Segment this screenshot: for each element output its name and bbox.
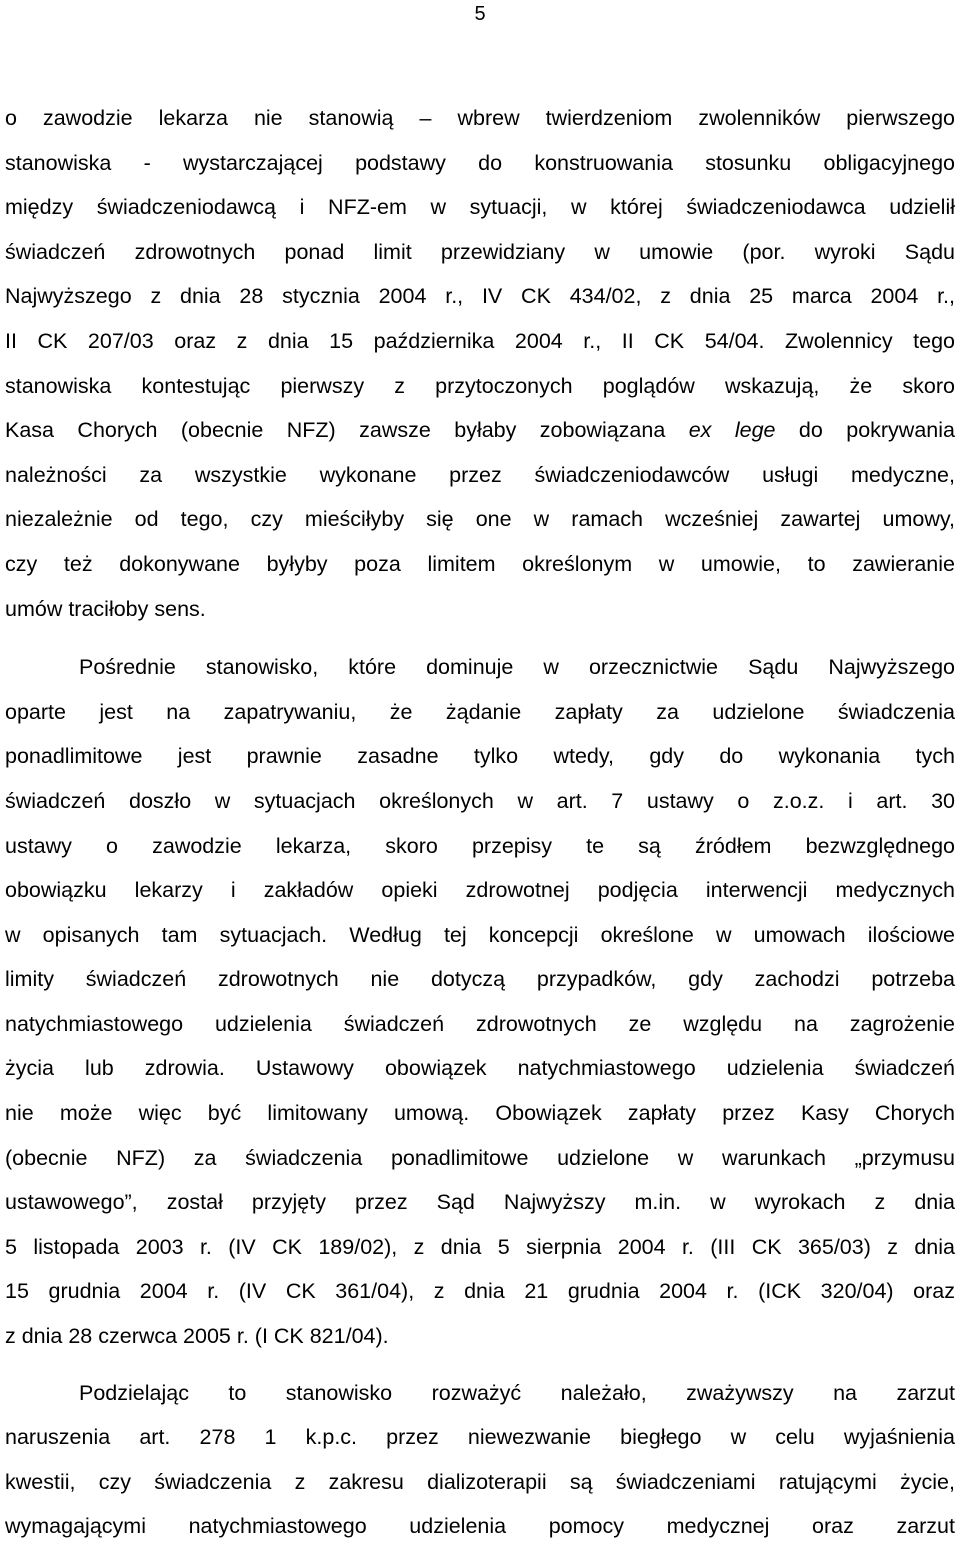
text-line: w opisanych tam sytuacjach. Według tej koncepcji określone w umowach ilościowe xyxy=(5,922,955,947)
paragraph-3 xyxy=(5,1371,955,1549)
text-line: życia lub zdrowia. Ustawowy obowiązek natychmiastowego udzielenia świadczeń xyxy=(5,1056,955,1081)
text-line: (obecnie NFZ) za świadczenia ponadlimitowe udzielone w warunkach „przymusu xyxy=(5,1145,955,1170)
text-line: obowiązku lekarzy i zakładów opieki zdrowotnej podjęcia interwencji medycznych xyxy=(5,878,955,903)
text-line: czy też dokonywane byłyby poza limitem określonym w umowie, to zawieranie xyxy=(5,551,955,576)
text-line: niezależnie od tego, czy mieściłyby się one w ramach wcześniej zawartej umowy, xyxy=(5,507,955,532)
text-fragment: do pokrywania xyxy=(775,418,955,443)
text-line: świadczeń doszło w sytuacjach określonych w art. 7 ustawy o z.o.z. i art. 30 xyxy=(5,788,955,813)
text-line: limity świadczeń zdrowotnych nie dotyczą przypadków, gdy zachodzi potrzeba xyxy=(5,967,955,992)
text-line: 15 grudnia 2004 r. (IV CK 361/04), z dnia 21 grudnia 2004 r. (ICK 320/04) oraz xyxy=(5,1279,955,1304)
text-line: nie może więc być limitowany umową. Obowiązek zapłaty przez Kasy Chorych xyxy=(5,1101,955,1126)
text-line: naruszenia art. 278 1 k.p.c. przez niewezwanie biegłego w celu wyjaśnienia xyxy=(5,1425,955,1450)
text-line xyxy=(5,408,955,453)
paragraph-2 xyxy=(5,645,955,1359)
text-line: świadczeń zdrowotnych ponad limit przewidziany w umowie (por. wyroki Sądu xyxy=(5,239,955,264)
text-line: wymagającymi natychmiastowego udzielenia pomocy medycznej oraz zarzut xyxy=(5,1514,955,1539)
body-text xyxy=(5,96,955,1549)
text-line: z dnia 28 czerwca 2005 r. (I CK 821/04). xyxy=(5,1324,389,1349)
paragraph-1 xyxy=(5,96,955,631)
text-line: kwestii, czy świadczenia z zakresu dializoterapii są świadczeniami ratującymi życie, xyxy=(5,1469,955,1494)
latin-phrase: ex lege xyxy=(688,418,776,443)
text-line: natychmiastowego udzielenia świadczeń zdrowotnych ze względu na zagrożenie xyxy=(5,1011,955,1036)
text-line: stanowiska - wystarczającej podstawy do konstruowania stosunku obligacyjnego xyxy=(5,150,955,175)
page-number: 5 xyxy=(474,3,486,25)
text-line: II CK 207/03 oraz z dnia 15 października 2004 r., II CK 54/04. Zwolennicy tego xyxy=(5,328,955,353)
text-line: stanowiska kontestując pierwszy z przytoczonych poglądów wskazują, że skoro xyxy=(5,373,955,398)
text-line: między świadczeniodawcą i NFZ-em w sytuacji, w której świadczeniodawca udzielił xyxy=(5,195,955,220)
text-line: oparte jest na zapatrywaniu, że żądanie zapłaty za udzielone świadczenia xyxy=(5,699,955,724)
text-line: umów traciłoby sens. xyxy=(5,596,206,621)
text-line: ponadlimitowe jest prawnie zasadne tylko wtedy, gdy do wykonania tych xyxy=(5,744,955,769)
text-line: Najwyższego z dnia 28 stycznia 2004 r., IV CK 434/02, z dnia 25 marca 2004 r., xyxy=(5,284,955,309)
text-fragment: Kasa Chorych (obecnie NFZ) zawsze byłaby zobowiązana xyxy=(5,418,689,443)
text-line: ustawy o zawodzie lekarza, skoro przepisy te są źródłem bezwzględnego xyxy=(5,833,955,858)
text-line: Podzielając to stanowisko rozważyć należało, zważywszy na zarzut xyxy=(79,1380,955,1405)
text-line: 5 listopada 2003 r. (IV CK 189/02), z dnia 5 sierpnia 2004 r. (III CK 365/03) z dnia xyxy=(5,1234,955,1259)
text-line: ustawowego”, został przyjęty przez Sąd Najwyższy m.in. w wyrokach z dnia xyxy=(5,1190,955,1215)
text-line: o zawodzie lekarza nie stanowią – wbrew twierdzeniom zwolenników pierwszego xyxy=(5,106,955,130)
text-line: należności za wszystkie wykonane przez świadczeniodawców usługi medyczne, xyxy=(5,462,955,487)
text-line: Pośrednie stanowisko, które dominuje w orzecznictwie Sądu Najwyższego xyxy=(79,655,955,680)
